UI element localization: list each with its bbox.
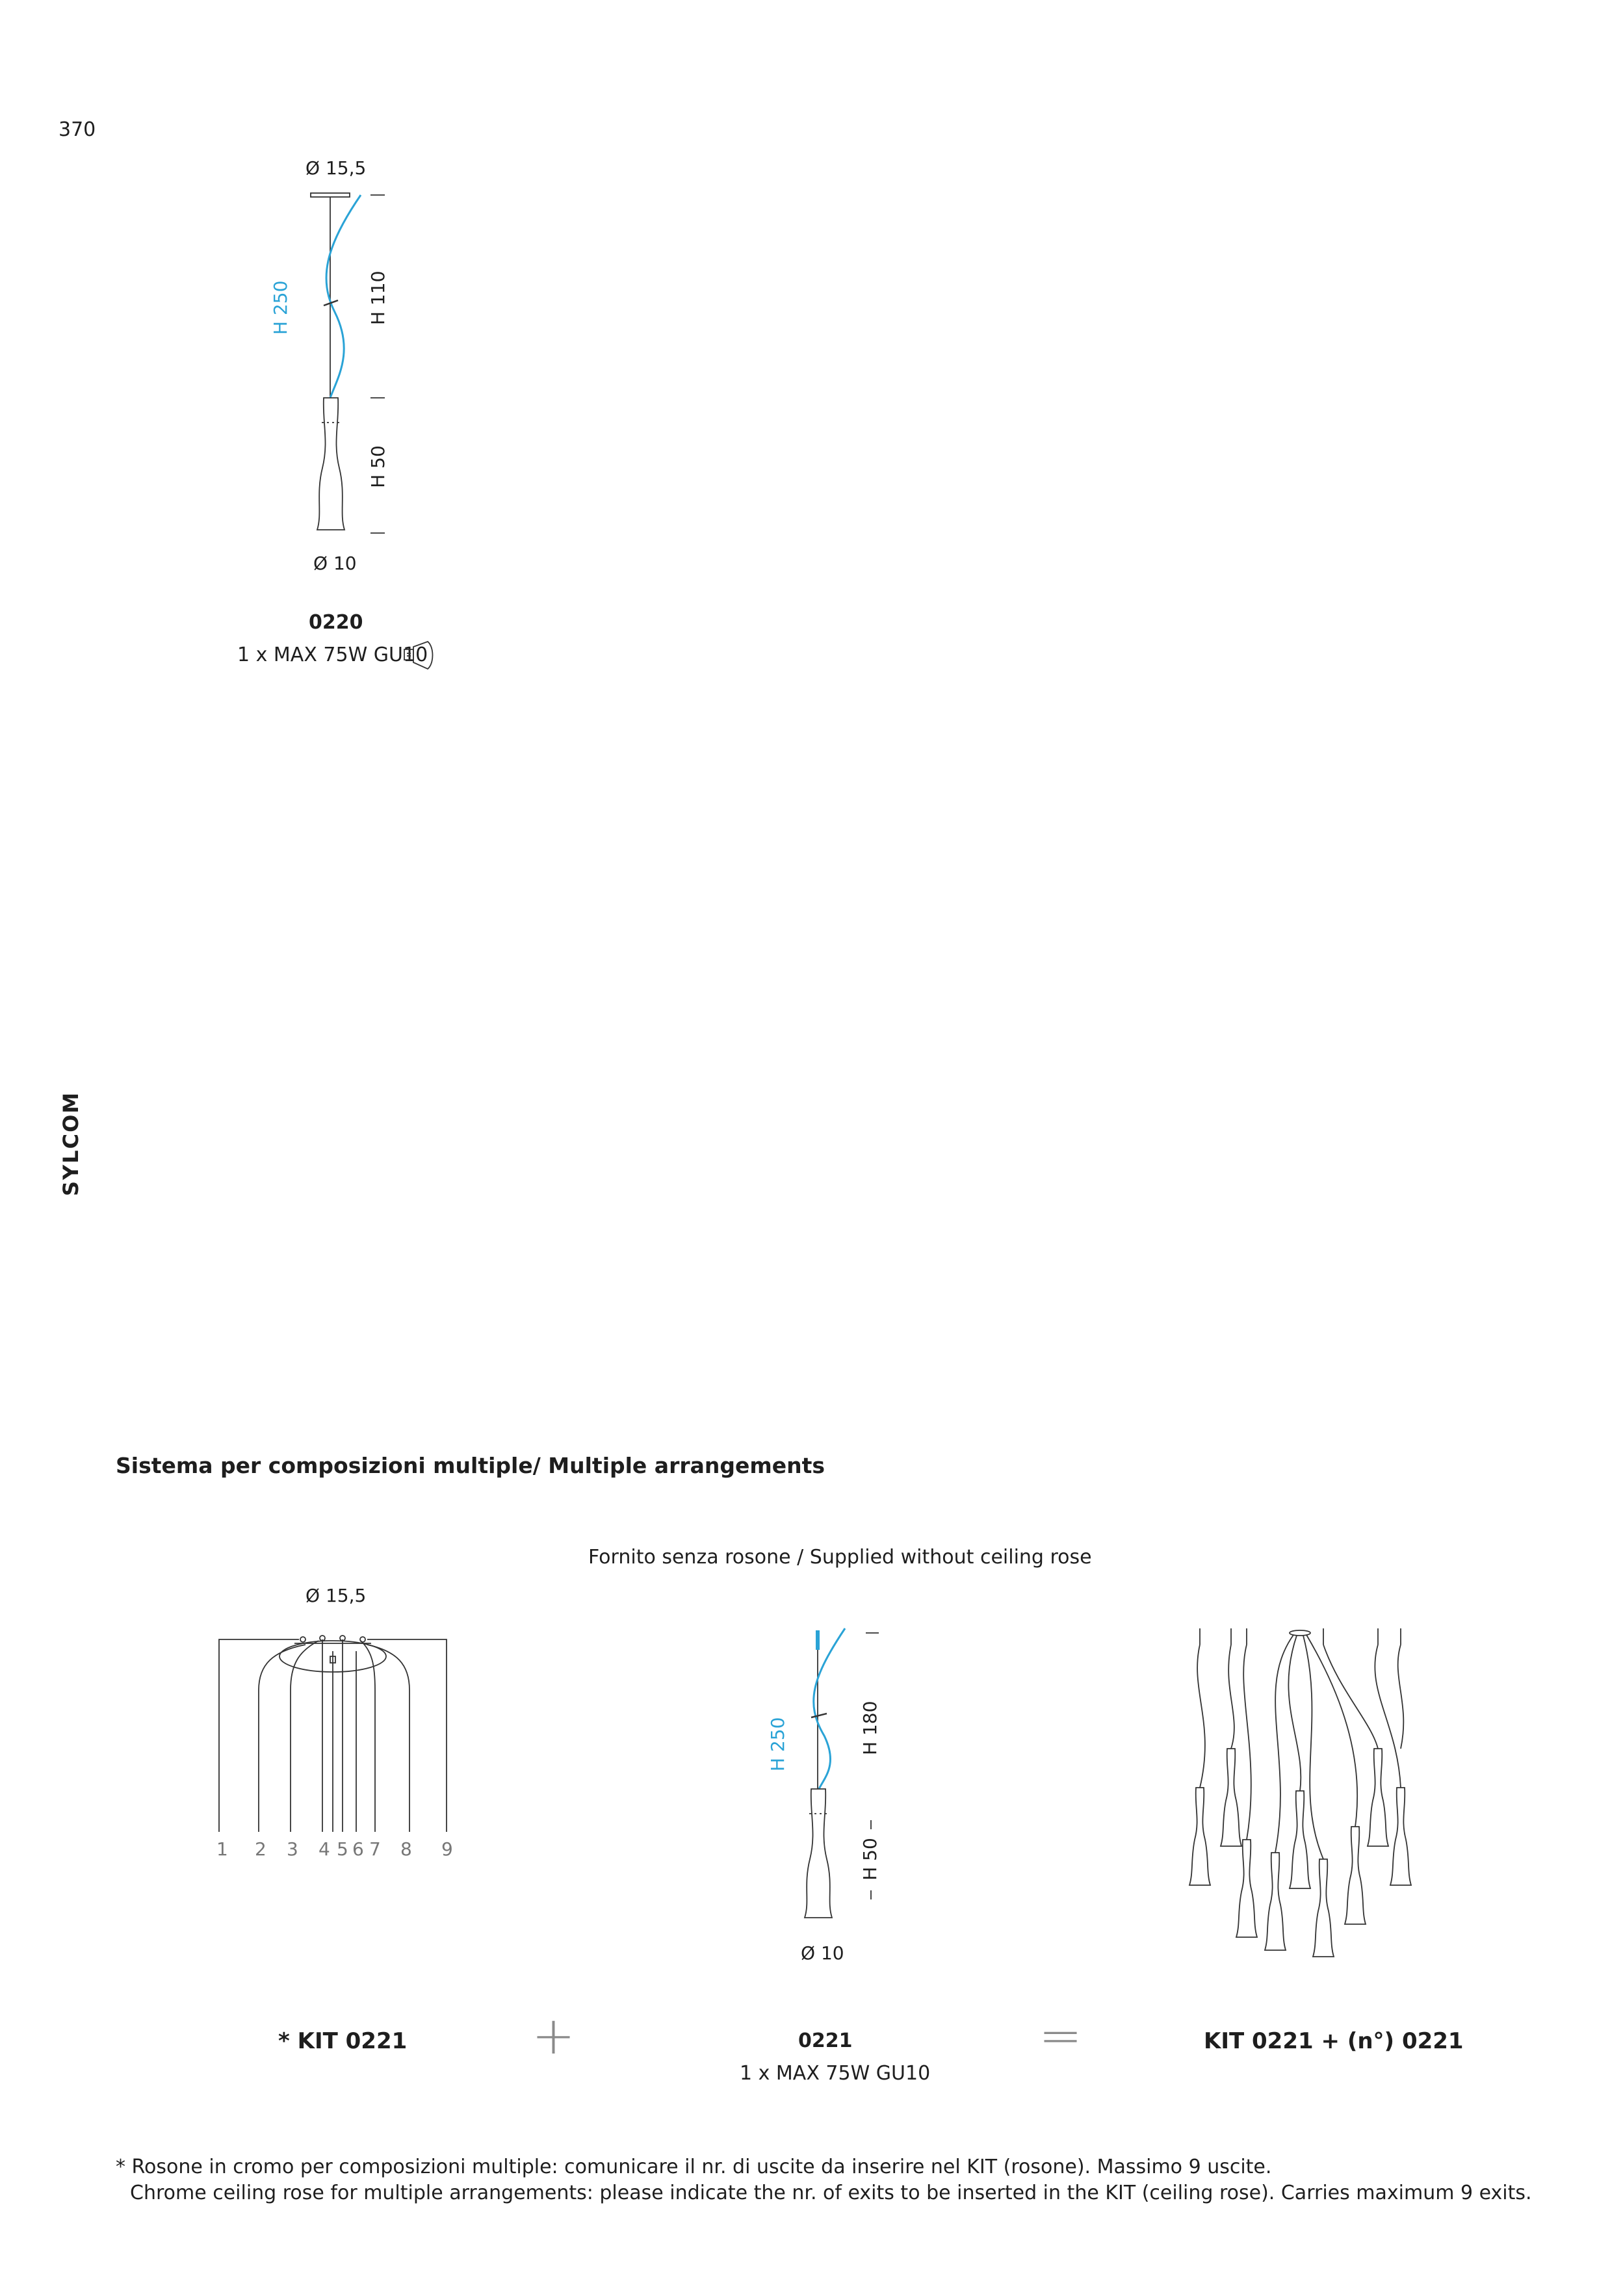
top-product-spec: 1 x MAX 75W GU10 [237, 644, 428, 666]
middle-product-code: 0221 [798, 2029, 853, 2052]
equals-sign: = [1039, 2005, 1083, 2066]
kit-label: * KIT 0221 [278, 2028, 408, 2054]
middle-height-cable: H 180 [859, 1701, 881, 1755]
top-product-code: 0220 [309, 611, 363, 634]
middle-height-body: H 50 [859, 1838, 881, 1881]
kit-exit-number: 5 [337, 1838, 348, 1860]
result-label: KIT 0221 + (n°) 0221 [1204, 2028, 1464, 2054]
kit-exit-number: 8 [400, 1838, 412, 1860]
middle-height-total: H 250 [767, 1717, 788, 1771]
kit-exit-number: 4 [318, 1838, 330, 1860]
footnote-line-2: Chrome ceiling rose for multiple arrangements: please indicate the nr. of exits to be inserted in the KIT (ceiling rose). Carries maximum 9 exits. [130, 2182, 1532, 2204]
page-number: 370 [58, 118, 96, 141]
section-subtitle: Fornito senza rosone / Supplied without ceiling rose [588, 1546, 1092, 1569]
kit-exit-number: 3 [287, 1838, 298, 1860]
kit-exit-number: 7 [369, 1838, 381, 1860]
top-height-cable: H 110 [367, 270, 389, 325]
kit-exit-number: 9 [441, 1838, 453, 1860]
section-title: Sistema per composizioni multiple/ Multiple arrangements [116, 1453, 825, 1478]
kit-exit-number: 1 [216, 1838, 228, 1860]
kit-exit-number: 6 [352, 1838, 364, 1860]
top-diameter-bottom: Ø 10 [313, 553, 357, 574]
footnote-line-1: * Rosone in cromo per composizioni multiple: comunicare il nr. di uscite da inserire nel KIT (rosone). Massimo 9 uscite. [116, 2156, 1272, 2178]
plus-sign: + [532, 2005, 576, 2066]
top-height-total: H 250 [270, 280, 291, 335]
top-height-body: H 50 [367, 445, 389, 488]
kit-diameter-label: Ø 15,5 [305, 1585, 367, 1606]
brand-vertical: SYLCOM [58, 1091, 83, 1196]
middle-diameter-bottom: Ø 10 [801, 1942, 844, 1964]
top-diameter-label: Ø 15,5 [305, 157, 367, 179]
middle-product-spec: 1 x MAX 75W GU10 [740, 2062, 931, 2085]
kit-exit-number: 2 [255, 1838, 266, 1860]
